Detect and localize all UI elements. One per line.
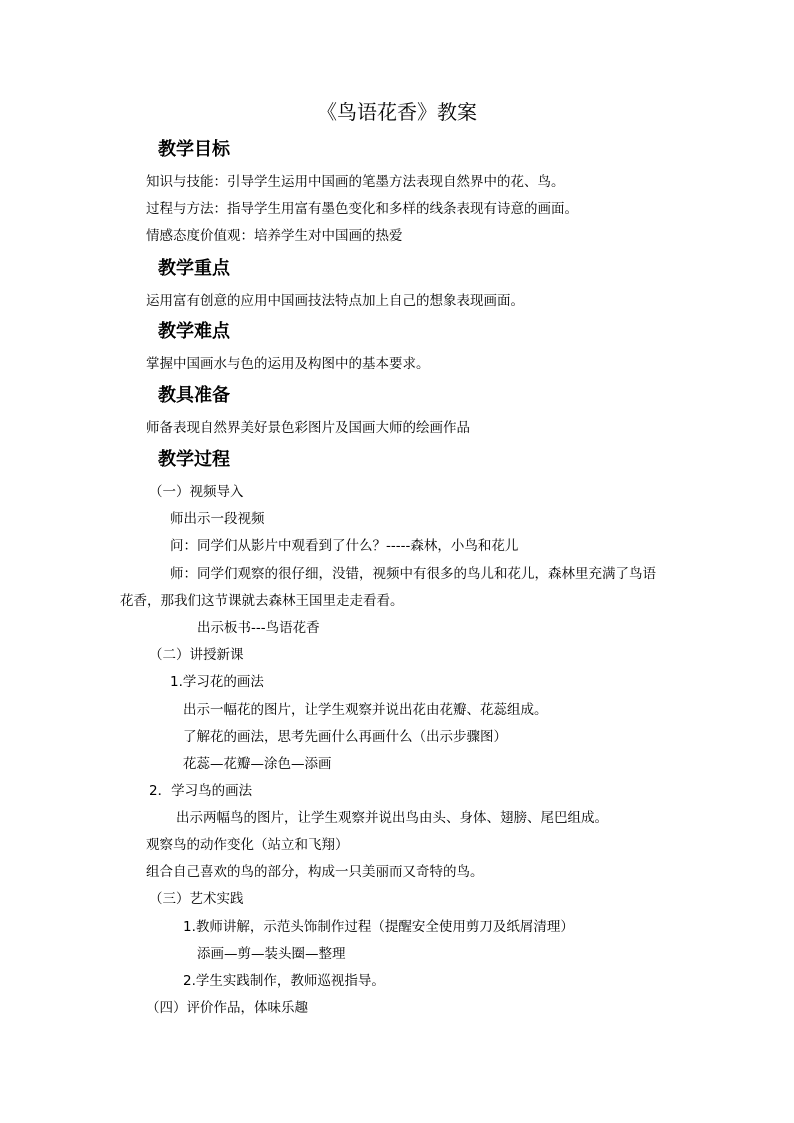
objective-knowledge: 知识与技能：引导学生运用中国画的笔墨方法表现自然界中的花、鸟。: [146, 174, 565, 190]
process-line: 1.学习花的画法: [170, 674, 264, 690]
difficulties-text: 掌握中国画水与色的运用及构图中的基本要求。: [146, 356, 430, 372]
heading-key-points: 教学重点: [158, 258, 230, 279]
process-line: 出示两幅鸟的图片，让学生观察并说出鸟由头、身体、翅膀、尾巴组成。: [176, 810, 608, 826]
materials-text: 师备表现自然界美好景色彩图片及国画大师的绘画作品: [146, 420, 470, 436]
heading-objectives: 教学目标: [158, 139, 230, 160]
process-line: 2．学习鸟的画法: [149, 783, 253, 799]
process-line: 观察鸟的动作变化（站立和飞翔）: [146, 837, 349, 853]
process-section-1: （一）视频导入: [149, 484, 244, 500]
process-line: 出示一幅花的图片，让学生观察并说出花由花瓣、花蕊组成。: [183, 702, 548, 718]
process-line: 问：同学们从影片中观看到了什么？-----森林，小鸟和花儿: [170, 538, 519, 554]
heading-materials: 教具准备: [158, 385, 230, 406]
process-section-2: （二）讲授新课: [149, 647, 244, 663]
process-line: 师：同学们观察的很仔细，没错，视频中有很多的鸟儿和花儿，森林里充满了鸟语: [170, 566, 656, 582]
process-line: 1.教师讲解，示范头饰制作过程（提醒安全使用剪刀及纸屑清理）: [183, 919, 574, 935]
process-line: 花蕊—花瓣—涂色—添画: [183, 756, 332, 772]
page-title: 《鸟语花香》教案: [317, 100, 477, 124]
process-line: 添画—剪—装头圈—整理: [197, 946, 346, 962]
process-section-4: （四）评价作品，体味乐趣: [146, 1000, 308, 1016]
process-line: 师出示一段视频: [170, 511, 265, 527]
key-points-text: 运用富有创意的应用中国画技法特点加上自己的想象表现画面。: [146, 293, 524, 309]
process-line: 了解花的画法，思考先画什么再画什么（出示步骤图）: [183, 729, 507, 745]
process-line: 花香，那我们这节课就去森林王国里走走看看。: [120, 593, 404, 609]
process-line: 2.学生实践制作，教师巡视指导。: [183, 973, 385, 989]
process-line: 组合自己喜欢的鸟的部分，构成一只美丽而又奇特的鸟。: [146, 864, 484, 880]
heading-difficulties: 教学难点: [158, 321, 230, 342]
heading-process: 教学过程: [158, 449, 230, 470]
objective-method: 过程与方法：指导学生用富有墨色变化和多样的线条表现有诗意的画面。: [146, 201, 578, 217]
objective-attitude: 情感态度价值观：培养学生对中国画的热爱: [146, 228, 403, 244]
process-line: 出示板书---鸟语花香: [197, 620, 320, 636]
process-section-3: （三）艺术实践: [149, 891, 244, 907]
